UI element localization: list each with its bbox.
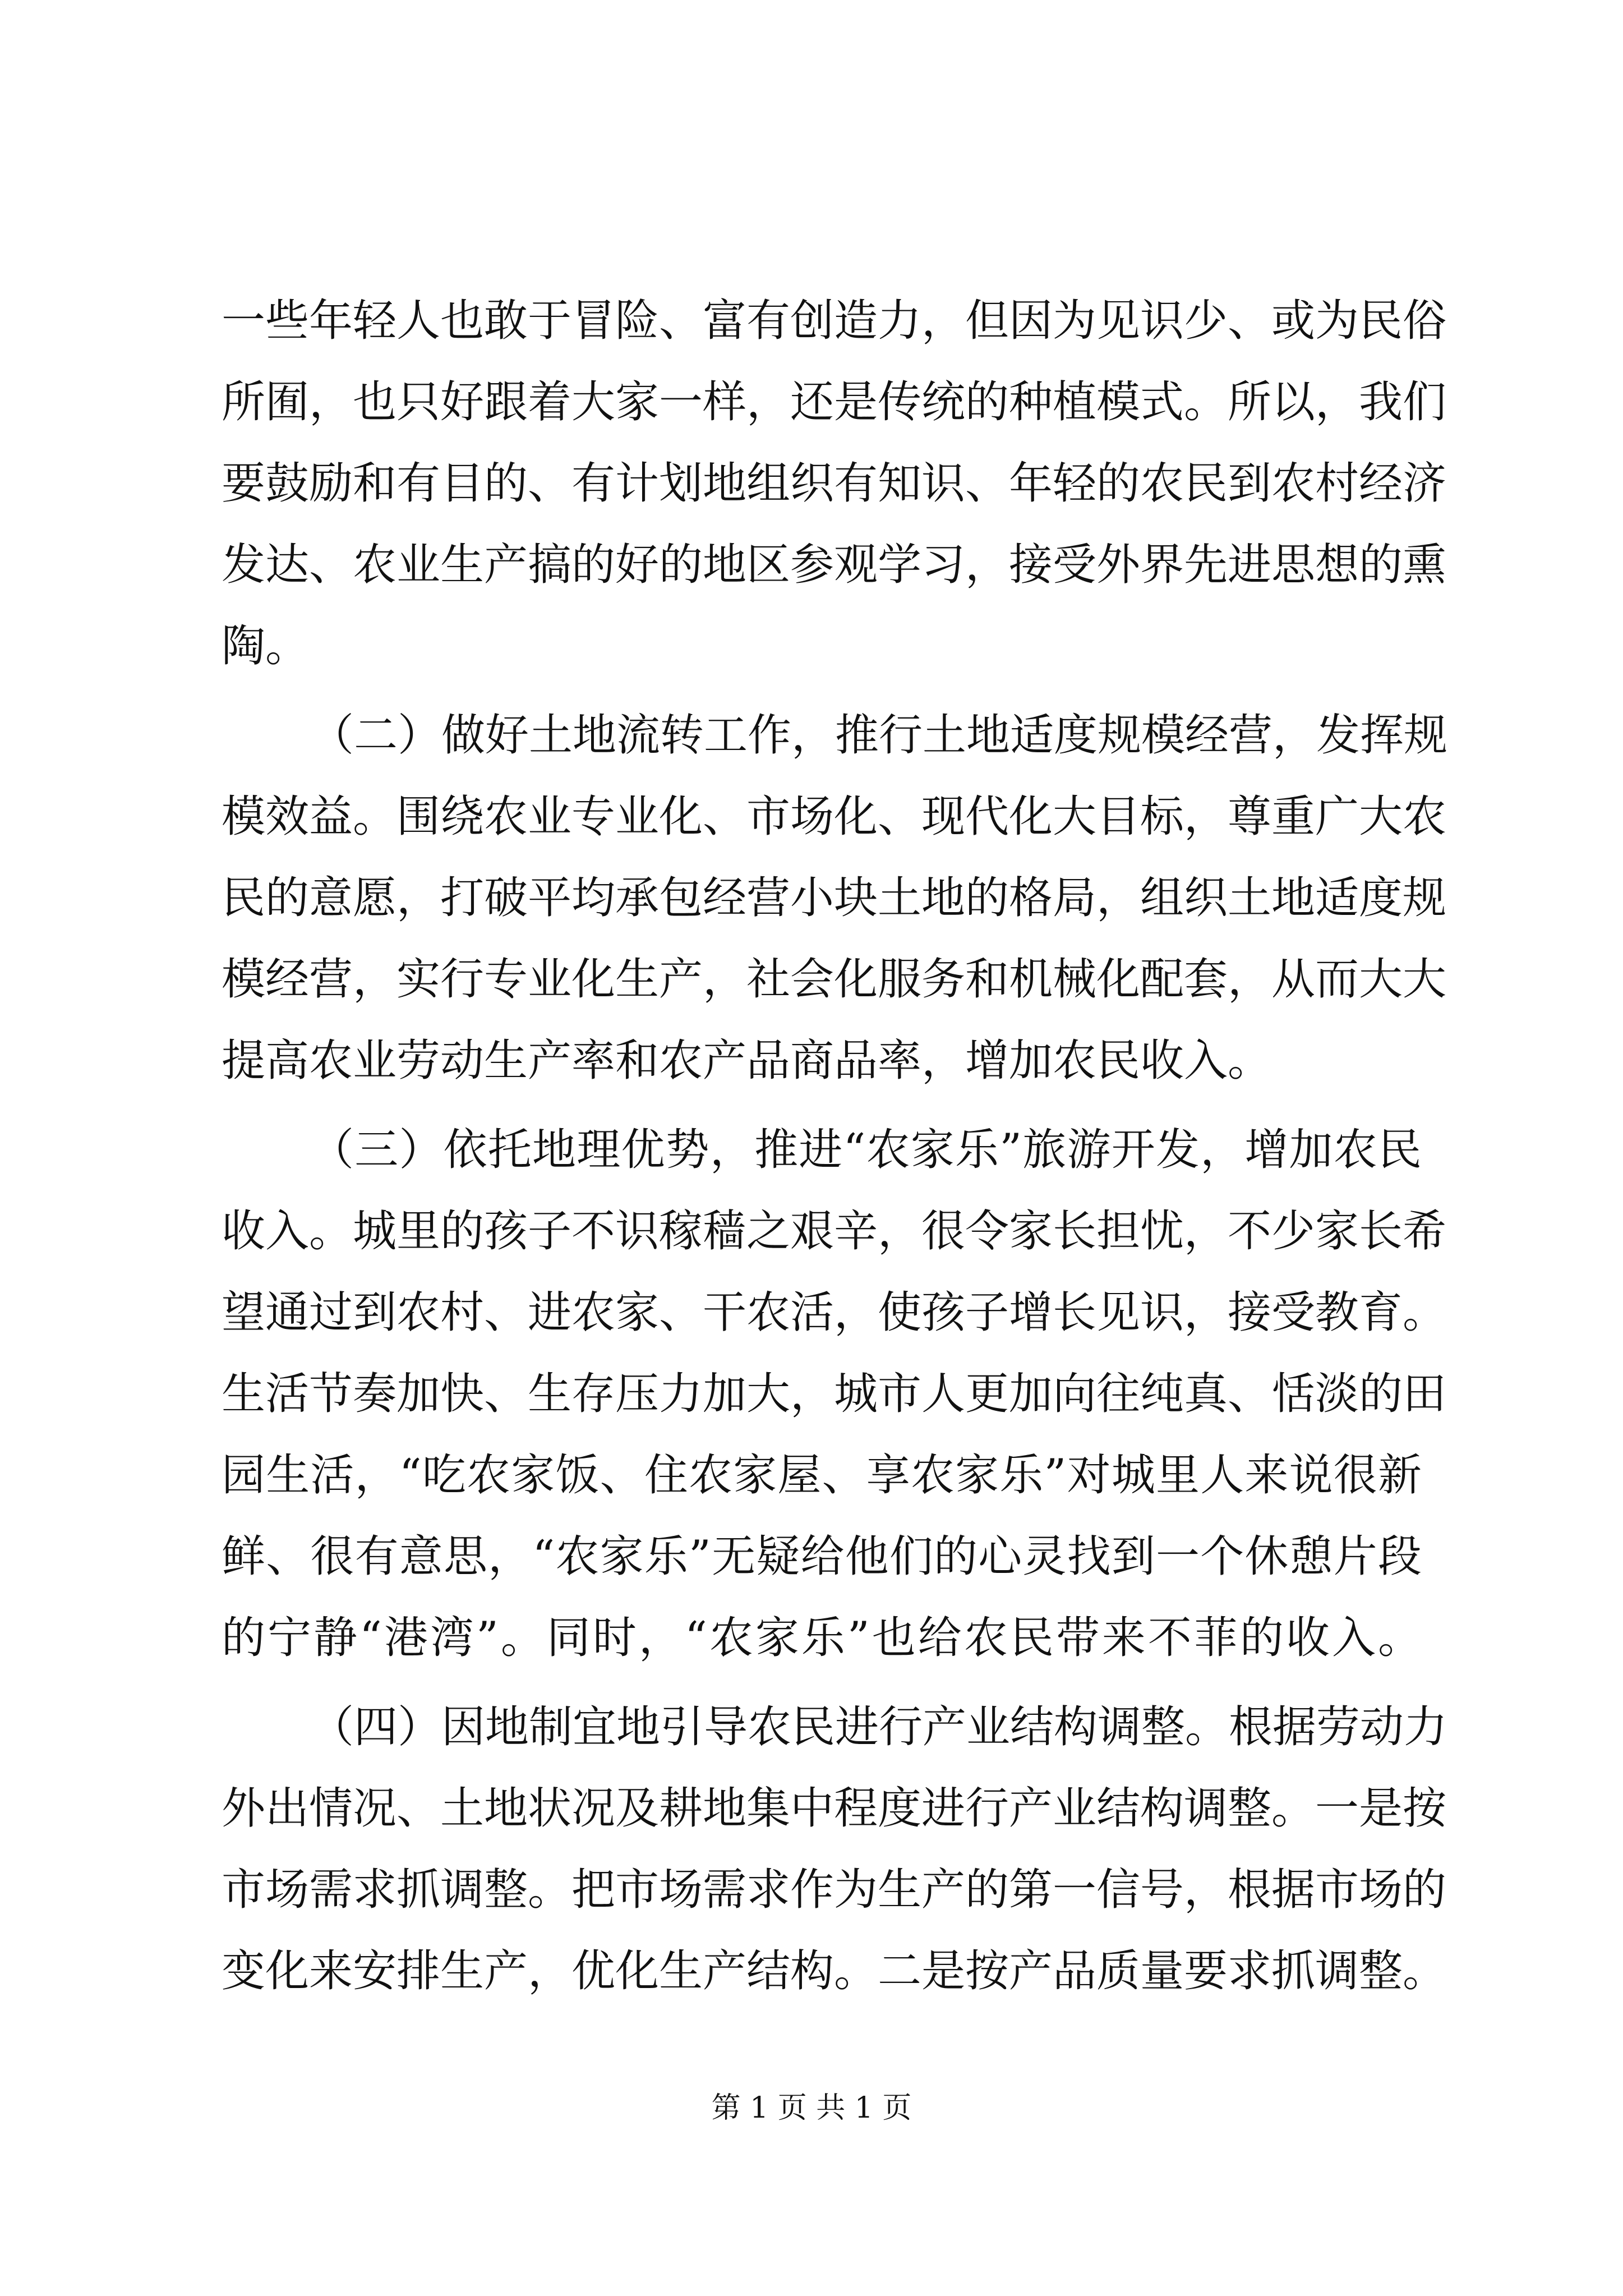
text-line: 一些年轻人也敢于冒险、富有创造力，但因为见识少、或为民俗 <box>222 296 1447 346</box>
text-line: 模效益。围绕农业专业化、市场化、现代化大目标，尊重广大农 <box>222 792 1447 842</box>
page-number-label: 第 1 页 共 1 页 <box>711 2091 912 2125</box>
body-text <box>222 280 1448 2012</box>
text-line: （三）依托地理优势，推进“农家乐”旅游开发，增加农民 <box>310 1125 1422 1175</box>
text-line: 陶。 <box>222 621 310 671</box>
text-line: 生活节奏加快、生存压力加大，城市人更加向往纯真、恬淡的田 <box>222 1369 1447 1419</box>
text-line: （二）做好土地流转工作，推行土地适度规模经营，发挥规 <box>310 710 1448 761</box>
text-line: 园生活，“吃农家饭、住农家屋、享农家乐”对城里人来说很新 <box>222 1450 1422 1501</box>
page-footer <box>0 2086 1623 2131</box>
text-line: 市场需求抓调整。把市场需求作为生产的第一信号，根据市场的 <box>222 1865 1447 1915</box>
paragraph <box>222 280 1447 687</box>
text-line: 望通过到农村、进农家、干农活，使孩子增长见识，接受教育。 <box>222 1287 1447 1338</box>
text-line: 模经营，实行专业化生产，社会化服务和机械化配套，从而大大 <box>222 954 1447 1005</box>
paragraph <box>222 695 1448 1102</box>
text-line: 发达、农业生产搞的好的地区参观学习，接受外界先进思想的熏 <box>222 540 1447 590</box>
paragraph <box>222 1687 1448 2012</box>
text-line: 鲜、很有意思，“农家乐”无疑给他们的心灵找到一个休憩片段 <box>222 1531 1422 1582</box>
text-line: 所囿，也只好跟着大家一样，还是传统的种植模式。所以，我们 <box>222 377 1447 427</box>
text-line: 民的意愿，打破平均承包经营小块土地的格局，组织土地适度规 <box>222 873 1447 923</box>
paragraph <box>222 1110 1447 1679</box>
text-line: 变化来安排生产，优化生产结构。二是按产品质量要求抓调整。 <box>222 1946 1447 1996</box>
text-line: 要鼓励和有目的、有计划地组织有知识、年轻的农民到农村经济 <box>222 458 1447 509</box>
text-line: 的宁静“港湾”。同时，“农家乐”也给农民带来不菲的收入。 <box>222 1613 1422 1663</box>
text-line: （四）因地制宜地引导农民进行产业结构调整。根据劳动力 <box>310 1702 1448 1752</box>
text-line: 收入。城里的孩子不识稼穑之艰辛，很令家长担忧，不少家长希 <box>222 1206 1447 1257</box>
text-line: 外出情况、土地状况及耕地集中程度进行产业结构调整。一是按 <box>222 1783 1447 1834</box>
text-line: 提高农业劳动生产率和农产品商品率，增加农民收入。 <box>222 1036 1272 1086</box>
